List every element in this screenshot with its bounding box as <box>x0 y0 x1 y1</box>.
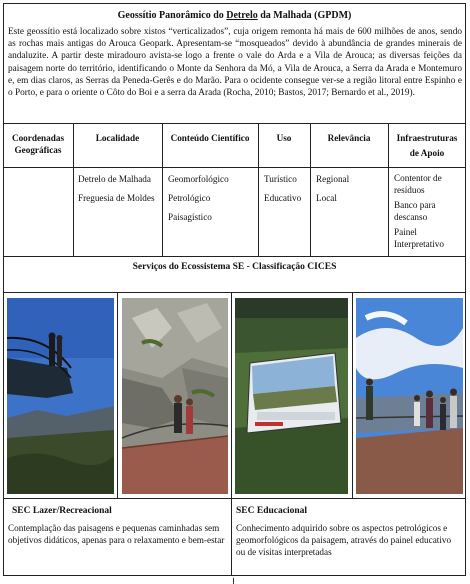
header-localidade: Localidade <box>95 133 140 143</box>
photo-interpretative-panel <box>235 298 348 494</box>
photo-divider <box>117 292 118 498</box>
photo-visitors-deck <box>356 298 463 494</box>
header-infraestruturas: Infraestruturas de Apoio <box>396 133 458 158</box>
header-uso: Uso <box>276 133 292 143</box>
photos-top-rule <box>3 292 466 293</box>
cell-infraestruturas: Contentor de resíduos Banco para descanso Painel Interpretativo <box>394 173 444 249</box>
header-coordinates: Coordenadas Geográficas <box>11 133 65 155</box>
cell-relevancia: Regional Local <box>316 174 350 203</box>
header-relevancia: Relevância <box>327 133 371 143</box>
sec-educacional-text: Conhecimento adquirido sobre os aspectos petrológicos e geomorfológicos da paisagem, através do painel educativo ou de visitas interpretadas <box>236 523 452 557</box>
sec-lazer-text: Contemplação das paisagens e pequenas caminhadas sem objetivos didáticos, apenas para o relaxamento e bem-estar <box>8 523 225 545</box>
services-title: Serviços do Ecossistema SE - Classificação CICES <box>132 262 337 272</box>
header-conteudo: Conteúdo Científico <box>170 133 250 143</box>
sec-lazer-title: SEC Lazer/Recreacional <box>12 506 112 516</box>
photo-divider <box>231 292 232 576</box>
page-title: Geossítio Panorâmico do Detrelo da Malhada (GPDM) <box>117 10 352 21</box>
cell-localidade: Detrelo de Malhada Freguesia de Moldes <box>78 174 155 203</box>
table-bottom-rule <box>3 256 466 257</box>
sec-educacional-title: SEC Educacional <box>236 506 308 516</box>
page-mark <box>233 578 234 584</box>
photos-bottom-rule <box>3 498 466 499</box>
cell-conteudo: Geomorfológico Petrológico Paisagístico <box>168 174 229 222</box>
photo-viewpoint-tower <box>7 298 114 494</box>
photo-rocks-walkway <box>122 298 228 494</box>
cell-uso: Turístico Educativo <box>264 174 302 203</box>
intro-paragraph: Este geossítio está localizado sobre xistos “verticalizados”, cuja origem remonta há mais de 600 milhões de anos, sendo as rochas mais antigas do Arouca Geopark. Apresentam-se “mosqueados” devido à abundância de grandes minerais de andaluzite. A partir deste miradouro avista-se logo a frente o vale do Arda e a Vila de Arouca; as diversas feições da paisagem norte do território, identificando o Monte da Senhora da Mó, a Vila de Arouca, a Serra da Arada e Montemuro e, em dias claros, as Serras da Peneda-Gerês e do Marão. Para o ocidente consegue ver-se a região litoral entre Espinho e o Porto, e para o oriente o Côto do Boi e a serra da Arada (Rocha, 2010; Bastos, 2017; Bernardo et al., 2019). <box>8 27 462 99</box>
photo-divider <box>352 292 353 498</box>
